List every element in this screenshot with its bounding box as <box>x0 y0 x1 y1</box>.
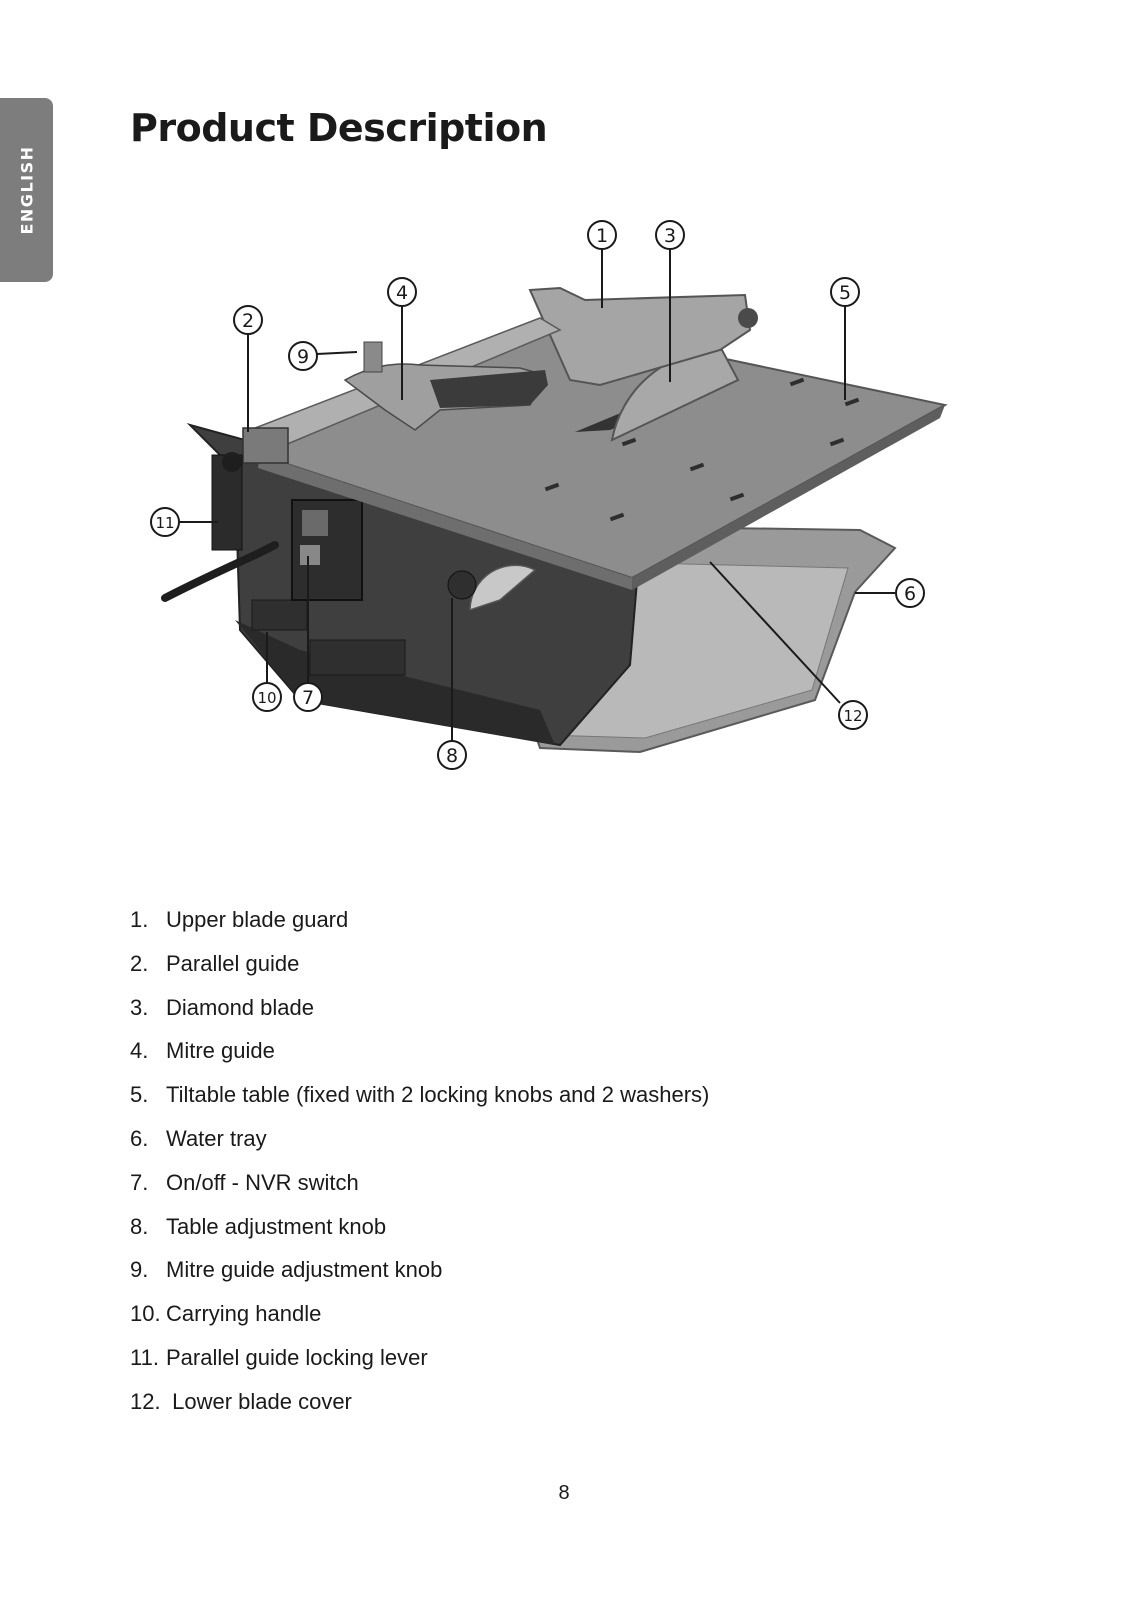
callout-1 <box>588 221 616 249</box>
list-item <box>130 898 709 942</box>
language-label: ENGLISH <box>17 145 36 235</box>
svg-text:1: 1 <box>595 225 609 247</box>
item-number: 5. <box>130 1082 149 1108</box>
callout-9 <box>289 342 317 370</box>
svg-text:3: 3 <box>663 225 677 247</box>
item-number: 7. <box>130 1169 149 1195</box>
item-number: 6. <box>130 1125 149 1151</box>
svg-text:4: 4 <box>395 282 409 304</box>
callout-11 <box>151 508 179 536</box>
page-title: Product Description <box>130 106 548 150</box>
item-label: Table adjustment knob <box>166 1213 387 1239</box>
svg-text:11: 11 <box>155 514 175 532</box>
callout-6 <box>896 579 924 607</box>
item-number: 10. <box>130 1301 161 1327</box>
parts-list <box>130 898 709 1424</box>
callout-5 <box>831 278 859 306</box>
svg-text:9: 9 <box>296 346 310 368</box>
language-tab <box>0 98 53 282</box>
svg-text:2: 2 <box>241 310 255 332</box>
item-number: 11. <box>130 1344 159 1370</box>
page-number: 8 <box>558 1482 570 1504</box>
item-number: 1. <box>130 907 149 932</box>
callout-2 <box>234 306 262 334</box>
item-label: On/off - NVR switch <box>166 1169 359 1195</box>
item-label: Mitre guide adjustment knob <box>166 1257 443 1283</box>
item-number: 9. <box>130 1257 149 1283</box>
item-number: 4. <box>130 1038 149 1064</box>
svg-text:10: 10 <box>257 689 277 707</box>
item-label: Lower blade cover <box>166 1388 352 1414</box>
item-label: Carrying handle <box>166 1301 322 1327</box>
list-item <box>130 1073 709 1117</box>
list-item <box>130 942 709 986</box>
svg-text:6: 6 <box>903 583 917 605</box>
list-item <box>130 1205 709 1249</box>
callout-7 <box>294 683 322 711</box>
svg-text:8: 8 <box>445 745 459 767</box>
table-adjustment-knob-illustration <box>448 571 476 599</box>
list-item <box>130 1336 709 1380</box>
item-number: 12. <box>130 1388 161 1414</box>
tile-saw-diagram <box>150 212 960 792</box>
list-item <box>130 1161 709 1205</box>
item-number: 2. <box>130 950 149 976</box>
item-label: Tiltable table (fixed with 2 locking knobs and 2 washers) <box>166 1082 710 1108</box>
item-label: Upper blade guard <box>166 907 349 932</box>
callout-12 <box>839 701 867 729</box>
item-label: Parallel guide locking lever <box>166 1344 428 1370</box>
list-item <box>130 1248 709 1292</box>
item-label: Water tray <box>166 1125 267 1151</box>
svg-text:7: 7 <box>301 687 315 709</box>
item-number: 3. <box>130 994 149 1020</box>
list-item <box>130 1292 709 1336</box>
callout-3 <box>656 221 684 249</box>
item-label: Mitre guide <box>166 1038 275 1064</box>
item-label: Parallel guide <box>166 950 300 976</box>
item-number: 8. <box>130 1213 149 1239</box>
list-item <box>130 1380 709 1424</box>
callout-8 <box>438 741 466 769</box>
list-item <box>130 1117 709 1161</box>
callout-10 <box>253 683 281 711</box>
svg-text:12: 12 <box>843 707 863 725</box>
list-item <box>130 1029 709 1073</box>
callout-4 <box>388 278 416 306</box>
item-label: Diamond blade <box>166 994 314 1020</box>
svg-text:5: 5 <box>838 282 852 304</box>
list-item <box>130 986 709 1030</box>
